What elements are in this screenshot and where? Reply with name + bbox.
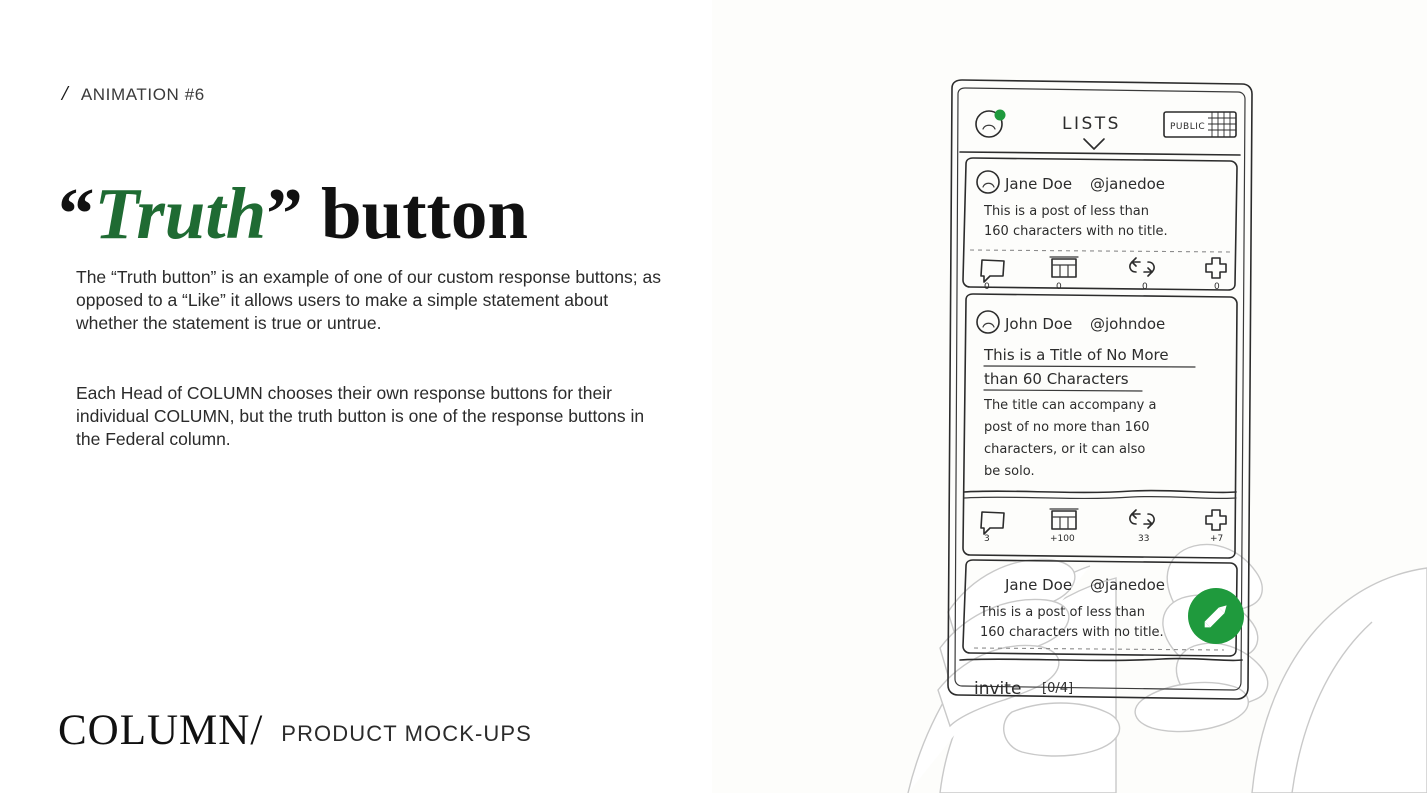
body-paragraph-2: Each Head of COLUMN chooses their own response buttons for their individual COLUMN, but the truth button is one of the response buttons in the Federal column.: [76, 382, 645, 450]
phone-mockup: [948, 80, 1252, 699]
grid-icon[interactable]: [1050, 509, 1078, 544]
post-author-name: Jane Doe: [1005, 576, 1073, 594]
grid-count: 0: [1056, 282, 1062, 292]
post-avatar-icon: [977, 171, 999, 193]
headline-close-quote: ”: [266, 172, 303, 254]
eyebrow-slash-icon: /: [62, 81, 68, 105]
post-title-line: This is a Title of No More: [984, 346, 1169, 364]
page-title: [58, 172, 528, 254]
post-body-line: post of no more than 160: [984, 420, 1150, 435]
repost-count: 33: [1138, 534, 1150, 544]
post-card-1: [963, 158, 1237, 292]
post-actions-row: [981, 257, 1226, 292]
truth-button-icon[interactable]: [981, 512, 1004, 544]
truth-count: 0: [984, 282, 990, 292]
post-body-line: 160 characters with no title.: [980, 625, 1164, 640]
post-author-handle: @janedoe: [1090, 576, 1166, 594]
post-author-handle: @johndoe: [1090, 315, 1166, 333]
grid-count: +100: [1050, 534, 1075, 544]
post-body-line: 160 characters with no title.: [984, 224, 1168, 239]
plus-count: +7: [1210, 534, 1224, 544]
eyebrow: [62, 82, 205, 107]
footer-label: PRODUCT MOCK-UPS: [281, 721, 532, 746]
slide-left-panel: [0, 0, 712, 793]
profile-avatar-icon[interactable]: [976, 110, 1006, 138]
hands-illustration: [908, 544, 1427, 793]
compose-button[interactable]: [1188, 588, 1244, 644]
post-author-name: John Doe: [1005, 315, 1073, 333]
post-avatar-icon: [977, 311, 999, 333]
post-body-line: This is a post of less than: [980, 605, 1146, 620]
app-title: LISTS: [1062, 114, 1121, 134]
post-body-line: The title can accompany a: [984, 398, 1157, 413]
post-title-line: than 60 Characters: [984, 370, 1129, 388]
repost-icon[interactable]: [1130, 258, 1154, 292]
brand-wordmark: [58, 706, 263, 755]
post-author-handle: @janedoe: [1090, 175, 1166, 193]
mockup-illustration: [712, 0, 1427, 793]
chevron-down-icon: [1084, 139, 1104, 149]
brand-name: COLUMN: [58, 707, 251, 754]
body-paragraph-1: The “Truth button” is an example of one of our custom response buttons; as opposed to a “Like” it allows users to make a simple statement about whether the statement is true or untrue.: [76, 266, 661, 334]
truth-count: 3: [984, 534, 990, 544]
headline-italic-word: Truth: [94, 172, 267, 254]
headline-open-quote: “: [58, 172, 95, 254]
plus-icon[interactable]: [1206, 258, 1226, 292]
post-card-2: [963, 294, 1237, 558]
app-top-bar: [960, 110, 1240, 156]
post-body-line: be solo.: [984, 464, 1035, 479]
visibility-badge[interactable]: [1164, 112, 1236, 137]
eyebrow-label: ANIMATION #6: [80, 84, 205, 104]
grid-icon[interactable]: [1050, 257, 1078, 292]
repost-icon[interactable]: [1130, 510, 1154, 544]
slide-footer: [58, 706, 532, 755]
post-actions-row: [981, 509, 1226, 544]
post-body-line: This is a post of less than: [984, 204, 1150, 219]
invite-label: invite: [974, 679, 1022, 699]
plus-count: 0: [1214, 282, 1220, 292]
plus-icon[interactable]: [1206, 510, 1226, 544]
post-body-line: characters, or it can also: [984, 442, 1146, 457]
svg-text:PUBLIC: PUBLIC: [1170, 122, 1206, 132]
invite-counter: [0/4]: [1042, 681, 1074, 696]
repost-count: 0: [1142, 282, 1148, 292]
headline-plain-word: button: [321, 172, 528, 254]
post-author-name: Jane Doe: [1005, 175, 1073, 193]
brand-slash-icon: /: [250, 707, 264, 754]
